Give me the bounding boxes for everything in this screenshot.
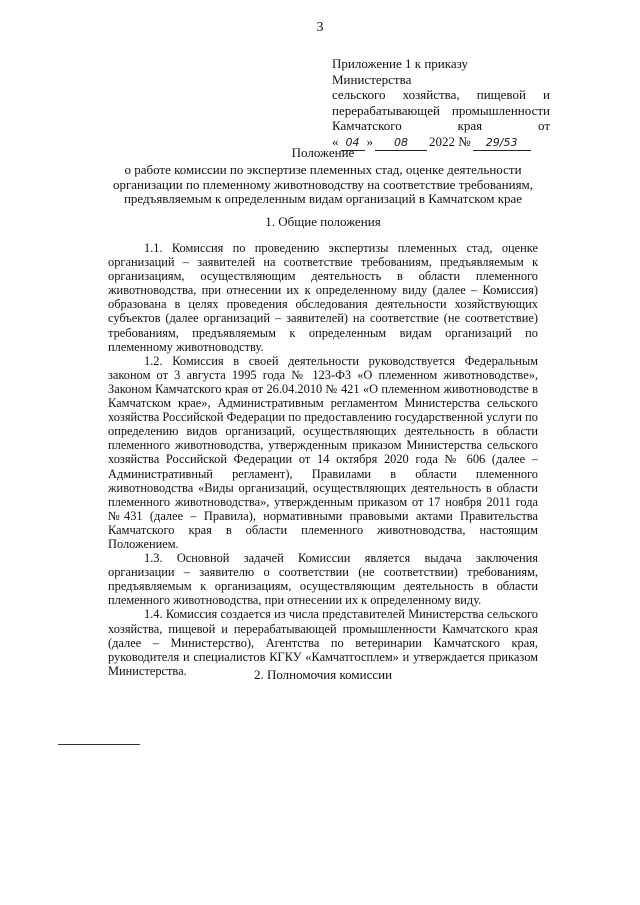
appendix-block [332,56,550,151]
appendix-word: и [543,87,550,102]
title-line-1: о работе комиссии по экспертизе племенных стад, оценке деятельности [124,161,522,177]
paragraph-1-1: 1.1. Комиссия по проведению экспертизы племенных стад, оценке организаций – заявителей на соответствие требованиям, предъявляемым к организациям, осуществляющим деятельность в области племенного животноводства, при отнесении их к определенному виду (далее – Комиссия) образована в целях проведения обследования деятельности хозяйствующих субъектов (далее организаций – заявителей) на соответствие (не соответствие) требованиям, предъявляемым к определенным видам организаций по племенному животноводству. [108,241,538,354]
handwritten-doc-number: 29/53 [473,135,531,152]
appendix-line-2 [332,87,550,103]
appendix-word: от [537,118,550,133]
paragraph-1-2: 1.2. Комиссия в своей деятельности руководствуется Федеральным законом от 3 августа 1995 года № 123-ФЗ «О племенном животноводстве», Законом Камчатского края от 26.04.2010 № 421 «О племенном животноводстве в Камчатском крае», Административным регламентом Министерства сельского хозяйства Российской Федерации по предоставлению государственной услуги по определению видов организаций, осуществляющих деятельность в области племенного животноводства, утвержденным приказом Министерства сельского хозяйства Российской Федерации от 14 октября 2020 года № 606 (далее – Административный регламент), Правилами в области племенного животноводства «Виды организаций, осуществляющих деятельность в области племенного животноводства», утвержденным приказом от 17 ноября 2011 года №431 (далее – Правила), нормативными правовыми актами Правительства Камчатского края в области племенного животноводства, настоящим Положением. [108,353,538,551]
handwritten-month: 08 [375,135,427,152]
appendix-line-3 [332,103,550,119]
paragraph-1-4: 1.4. Комиссия создается из числа представителей Министерства сельского хозяйства, пищевой и перерабатывающей промышленности Камчатского края (далее – Министерство), Агентства по ветеринарии Камчатского края, руководителя и специалистов КГКУ «Камчатгосплем» и утверждается приказом Министерства. [108,607,538,678]
section-1-body [108,241,538,678]
appendix-word: пищевой [476,87,526,102]
appendix-word: перерабатывающей [332,102,440,118]
paragraph-1-3: 1.3. Основной задачей Комиссии является выдача заключения организации – заявителю о соответствии (не соответствии) требованиям, предъявляемым к организациям, осуществляющим деятельность в области племенного животноводства, при отнесении их к определенному виду. [108,551,538,608]
page-number: 3 [316,20,324,35]
section-2-heading: 2. Полномочия комиссии [253,667,393,682]
appendix-word: Камчатского [332,118,402,133]
year-and-number-label: 2022 № [429,133,471,149]
appendix-line-1: Приложение 1 к приказу Министерства [332,56,469,87]
title-heading: Положение [291,145,355,160]
date-quote-open: « [332,133,339,149]
title-line-3: предъявляемым к определенным видам организаций в Камчатском крае [123,191,523,207]
appendix-word: края [457,118,483,133]
document-title [108,146,538,207]
appendix-line-4 [332,118,550,134]
appendix-word: промышленности [451,102,550,118]
appendix-word: хозяйства, [402,87,460,102]
date-quote-close: » [366,133,373,149]
footnote-divider [58,744,140,745]
handwritten-day: 04 [341,135,365,152]
appendix-word: сельского [332,87,386,102]
section-1-heading: 1. Общие положения [265,214,381,229]
title-line-2: организации по племенному животноводству на соответствие требованиям, [112,176,534,192]
